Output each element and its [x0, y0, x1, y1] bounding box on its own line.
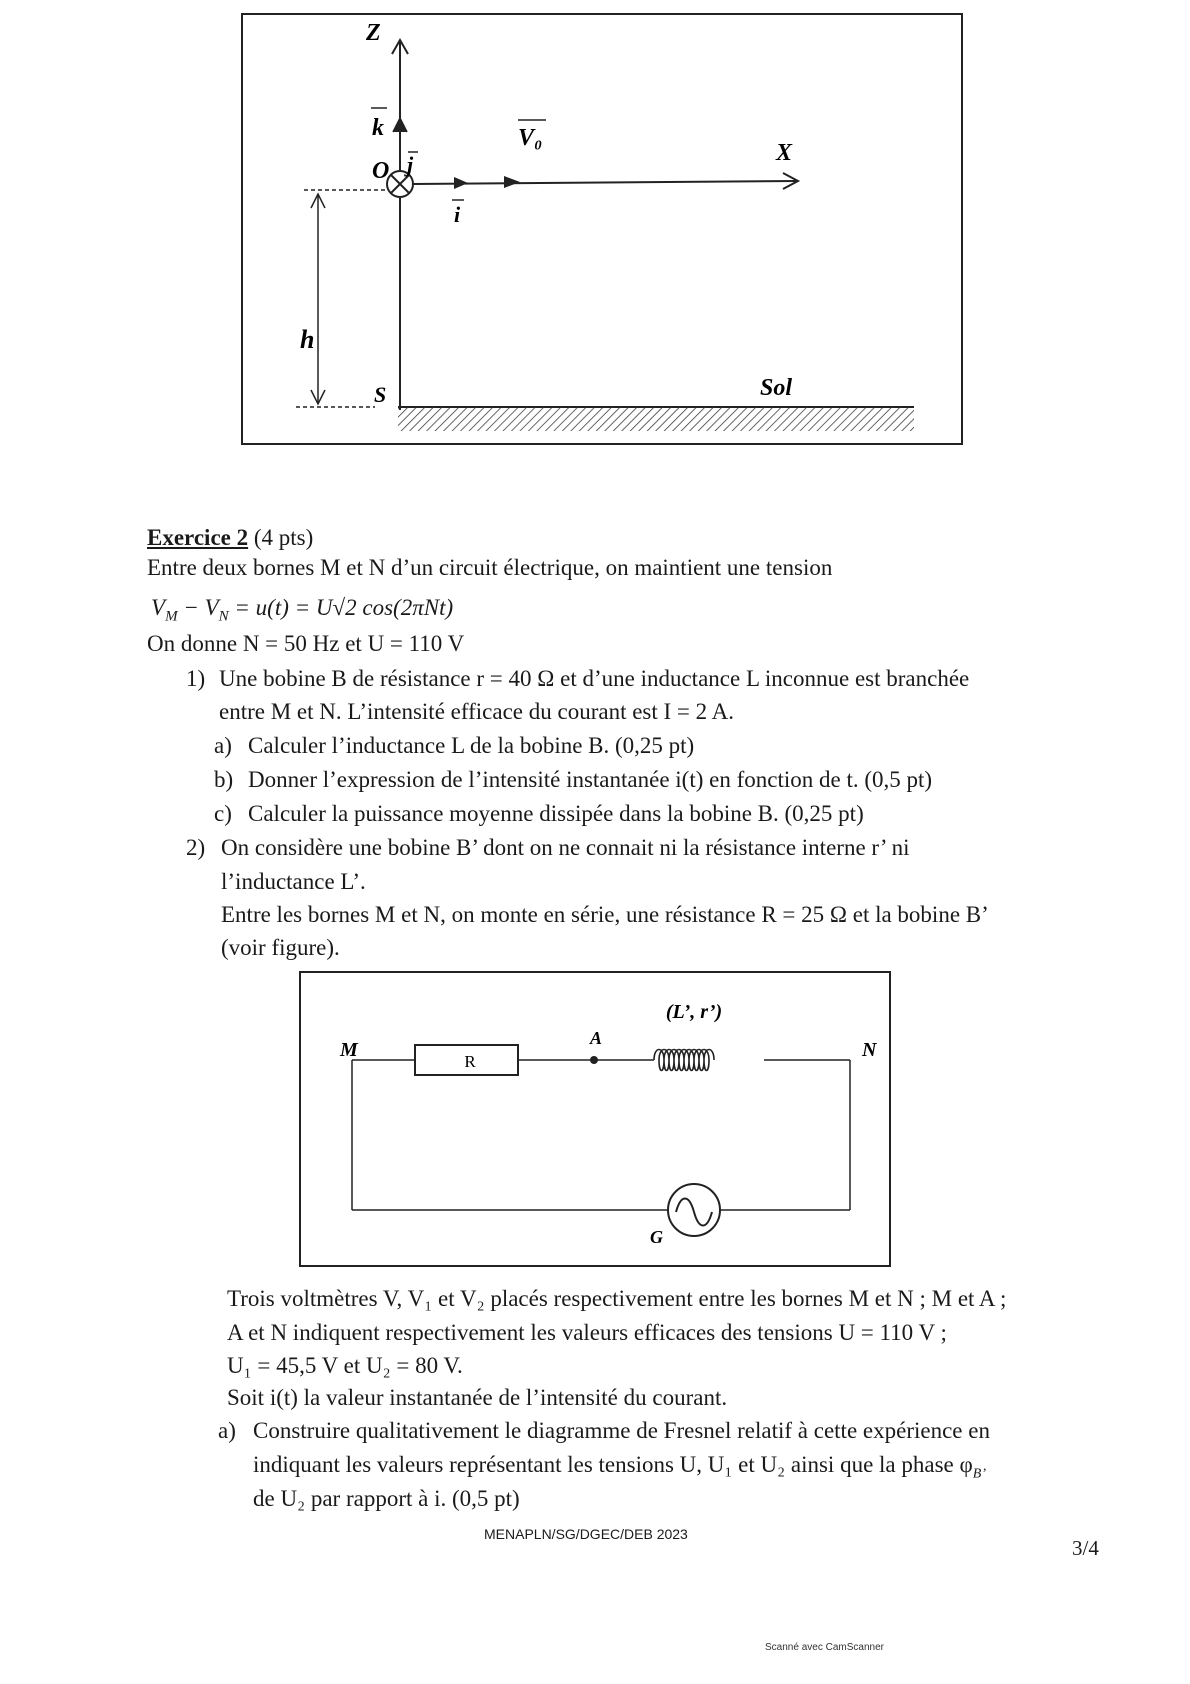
formula-mid: − V	[177, 595, 219, 620]
circuit-figure	[0, 960, 1190, 1280]
scanner-watermark: Scanné avec CamScanner	[765, 1642, 884, 1653]
q2-line4: (voir figure).	[221, 935, 340, 960]
x-axis	[413, 181, 797, 184]
tension-formula	[151, 593, 453, 632]
v0-arrow	[504, 176, 520, 188]
exercise-intro: Entre deux bornes M et N d’un circuit électrique, on maintient une tension	[147, 555, 833, 580]
volt-line2: A et N indiquent respectivement les valeurs efficaces des tensions U = 110 V ;	[227, 1320, 947, 1345]
n-terminal-label: N	[862, 1039, 877, 1061]
q1-line2: entre M et N. L’intensité efficace du courant est I = 2 A.	[219, 699, 734, 724]
j-label: j	[407, 152, 414, 177]
ground-hatching	[398, 407, 914, 431]
given-values: On donne N = 50 Hz et U = 110 V	[147, 631, 465, 656]
q2-line3: Entre les bornes M et N, on monte en série, une résistance R = 25 Ω et la bobine B’	[221, 902, 989, 927]
v0-label: V₀	[518, 125, 543, 151]
volt-line1: Trois voltmètres V, V₁ et V₂ placés respectivement entre les bornes M et N ; M et A ;	[227, 1286, 1007, 1311]
i-arrow	[454, 177, 468, 189]
q2a-line2-text: indiquant les valeurs représentant les tensions U, U₁ et U₂ ainsi que la phase φ	[253, 1452, 973, 1477]
i-label: i	[454, 202, 461, 227]
figure1-frame	[242, 14, 962, 444]
coil-inductor	[654, 1050, 714, 1071]
z-axis-label: Z	[366, 20, 381, 46]
q1c-text: Calculer la puissance moyenne dissipée dans la bobine B. (0,25 pt)	[248, 801, 864, 826]
q2a-label: a)	[218, 1418, 236, 1443]
q2a-line1: Construire qualitativement le diagramme de Fresnel relatif à cette expérience en	[253, 1418, 990, 1443]
generator-label: G	[650, 1227, 663, 1247]
h-label: h	[300, 325, 315, 354]
node-a-label: A	[590, 1028, 603, 1048]
ground-label: Sol	[760, 375, 793, 401]
formula-rest: = u(t) = U√2 cos(2πNt)	[228, 595, 454, 620]
q1c-label: c)	[214, 801, 232, 826]
q1-number: 1)	[186, 666, 206, 691]
m-terminal-label: M	[340, 1039, 358, 1061]
projectile-figure	[0, 0, 1190, 470]
exercise-title: Exercice 2	[147, 525, 249, 550]
formula-sub-m: M	[165, 608, 178, 625]
page-number: 3/4	[1072, 1536, 1099, 1560]
formula-v: V	[151, 595, 166, 620]
q1b-text: Donner l’expression de l’intensité instantanée i(t) en fonction de t. (0,5 pt)	[248, 767, 933, 792]
q2-line1: On considère une bobine B’ dont on ne connait ni la résistance interne r’ ni	[221, 835, 910, 860]
exercise-points: (4 pts)	[248, 525, 314, 550]
k-arrow	[393, 118, 407, 132]
q2-line2: l’inductance L’.	[221, 869, 366, 894]
volt-line4: Soit i(t) la valeur instantanée de l’intensité du courant.	[227, 1385, 728, 1410]
formula-sub-n: N	[218, 608, 229, 625]
q2a-line3: de U₂ par rapport à i. (0,5 pt)	[253, 1486, 520, 1511]
q1-line1: Une bobine B de résistance r = 40 Ω et d’une inductance L inconnue est branchée	[219, 666, 970, 691]
q1a-label: a)	[214, 733, 232, 758]
footer-reference: MENAPLN/SG/DGEC/DEB 2023	[484, 1526, 688, 1542]
coil-label: (L’, r’)	[665, 1001, 723, 1023]
s-label: S	[374, 382, 387, 407]
node-a	[590, 1056, 598, 1064]
volt-line3: U₁ = 45,5 V et U₂ = 80 V.	[227, 1353, 463, 1378]
resistor-label: R	[464, 1052, 476, 1071]
q1b-label: b)	[214, 767, 234, 792]
origin-label: O	[372, 158, 390, 184]
q1a-text: Calculer l’inductance L de la bobine B. (0,25 pt)	[248, 733, 695, 758]
x-axis-label: X	[776, 140, 793, 166]
exercise-heading	[147, 523, 313, 553]
k-label: k	[372, 115, 384, 141]
circuit-frame	[300, 972, 890, 1266]
q2-number: 2)	[186, 835, 206, 860]
q2a-phi-sub: B’	[972, 1466, 986, 1482]
